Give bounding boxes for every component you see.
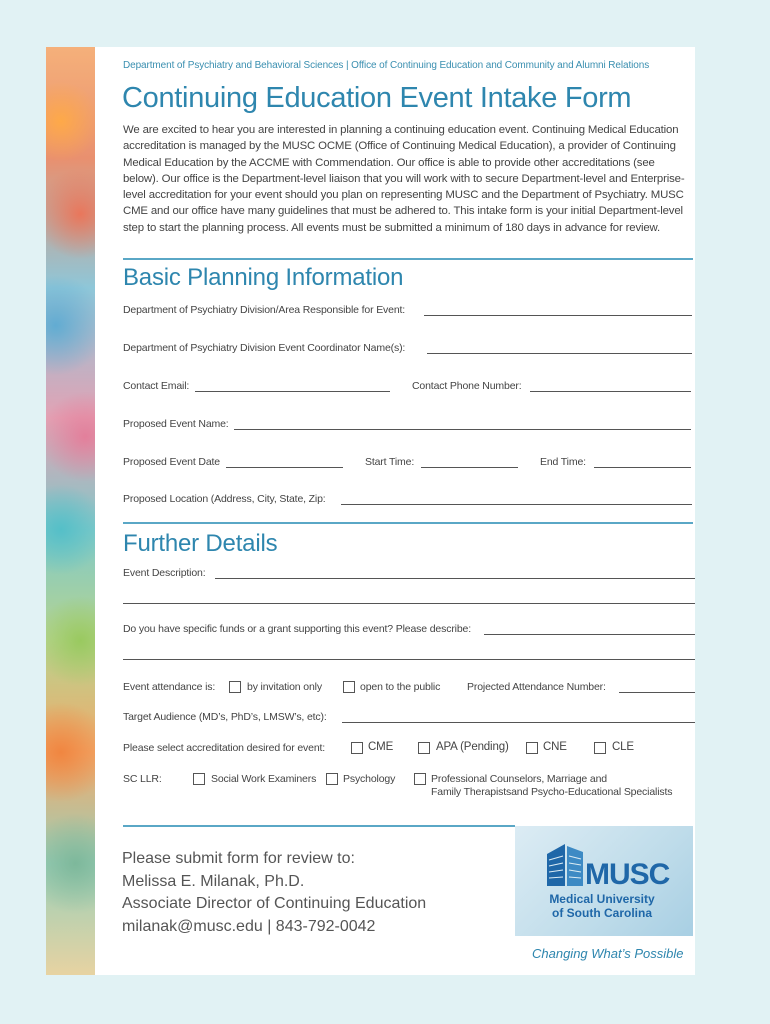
- counselors-label-2: Family Therapistsand Psycho-Educational Specialists: [431, 786, 673, 798]
- submit-instruction: Please submit form for review to:: [122, 850, 355, 867]
- projected-label: Projected Attendance Number:: [467, 681, 606, 693]
- description-field[interactable]: [215, 578, 695, 579]
- coordinator-field[interactable]: [427, 353, 692, 354]
- department-line: Department of Psychiatry and Behavioral Sciences | Office of Continuing Education and Community and Alumni Relations: [123, 60, 650, 71]
- cle-label: CLE: [612, 741, 634, 753]
- musc-wordmark: MUSC: [585, 858, 670, 891]
- social-work-checkbox[interactable]: [193, 773, 205, 785]
- section-heading-basic: Basic Planning Information: [123, 264, 404, 291]
- event-name-label: Proposed Event Name:: [123, 418, 229, 430]
- phone-field[interactable]: [530, 391, 691, 392]
- event-name-field[interactable]: [234, 429, 691, 430]
- attendance-label: Event attendance is:: [123, 681, 216, 693]
- division-field[interactable]: [424, 315, 692, 316]
- building-icon: [545, 842, 585, 890]
- musc-subtitle: [532, 892, 672, 920]
- musc-subtitle-line1: Medical University: [549, 892, 655, 906]
- apa-checkbox[interactable]: [418, 742, 430, 754]
- funds-label: Do you have specific funds or a grant supporting this event? Please describe:: [123, 623, 471, 635]
- musc-subtitle-line2: of South Carolina: [552, 906, 652, 920]
- email-label: Contact Email:: [123, 380, 190, 392]
- projected-field[interactable]: [619, 692, 695, 693]
- section-rule-basic: [123, 258, 693, 260]
- audience-label: Target Audience (MD’s, PhD’s, LMSW’s, etc):: [123, 711, 327, 723]
- page-title: Continuing Education Event Intake Form: [122, 82, 632, 114]
- watercolor-strip: [46, 47, 95, 975]
- counselors-checkbox[interactable]: [414, 773, 426, 785]
- location-field[interactable]: [341, 504, 692, 505]
- phone-label: Contact Phone Number:: [412, 380, 522, 392]
- event-date-label: Proposed Event Date: [123, 456, 220, 468]
- audience-field[interactable]: [342, 722, 695, 723]
- division-label: Department of Psychiatry Division/Area Responsible for Event:: [123, 304, 406, 316]
- section-rule-further: [123, 522, 693, 524]
- apa-label: APA (Pending): [436, 741, 509, 753]
- invitation-checkbox[interactable]: [229, 681, 241, 693]
- psychology-checkbox[interactable]: [326, 773, 338, 785]
- start-time-label: Start Time:: [365, 456, 415, 468]
- funds-field[interactable]: [484, 634, 695, 635]
- contact-block: [122, 848, 426, 938]
- location-label: Proposed Location (Address, City, State, Zip:: [123, 493, 326, 505]
- cne-checkbox[interactable]: [526, 742, 538, 754]
- accreditation-label: Please select accreditation desired for event:: [123, 742, 326, 754]
- cle-checkbox[interactable]: [594, 742, 606, 754]
- event-date-field[interactable]: [226, 467, 343, 468]
- tagline: Changing What’s Possible: [532, 946, 684, 961]
- public-label: open to the public: [360, 681, 441, 693]
- end-time-field[interactable]: [594, 467, 691, 468]
- description-field-line2[interactable]: [123, 603, 695, 604]
- coordinator-label: Department of Psychiatry Division Event Coordinator Name(s):: [123, 342, 406, 354]
- cme-checkbox[interactable]: [351, 742, 363, 754]
- section-heading-further: Further Details: [123, 530, 278, 557]
- section-rule-contact: [123, 825, 515, 827]
- email-field[interactable]: [195, 391, 390, 392]
- public-checkbox[interactable]: [343, 681, 355, 693]
- contact-title: Associate Director of Continuing Education: [122, 895, 427, 912]
- intro-paragraph: We are excited to hear you are interested in planning a continuing education event. Continuing Medical Education accreditation is managed by the MUSC OCME (Office of Continuing Medical Education), a provider of Continuing Medical Education by the ACCME with Commendation. Our office is able to provide other accreditations (see below). Our office is the Department-level liaison that you will work with to secure Department-level and Enterprise-level accreditation for your event should you plan on representing MUSC and the Department of Psychiatry. MUSC CME and our office have many guidelines that must be adhered to. This intake form is your initial Department-level step to start the planning process. All events must be submitted a minimum of 180 days in advance for review.: [123, 124, 685, 234]
- start-time-field[interactable]: [421, 467, 518, 468]
- psychology-label: Psychology: [343, 773, 396, 785]
- end-time-label: End Time:: [540, 456, 586, 468]
- social-work-label: Social Work Examiners: [211, 773, 317, 785]
- contact-name: Melissa E. Milanak, Ph.D.: [122, 872, 305, 890]
- description-label: Event Description:: [123, 567, 206, 579]
- cme-label: CME: [368, 741, 394, 753]
- sc-llr-label: SC LLR:: [123, 773, 162, 785]
- counselors-label-1: Professional Counselors, Marriage and: [431, 773, 607, 785]
- funds-field-line2[interactable]: [123, 659, 695, 660]
- cne-label: CNE: [543, 741, 567, 753]
- invitation-label: by invitation only: [247, 681, 322, 693]
- contact-email-phone: milanak@musc.edu | 843-792-0042: [122, 917, 376, 935]
